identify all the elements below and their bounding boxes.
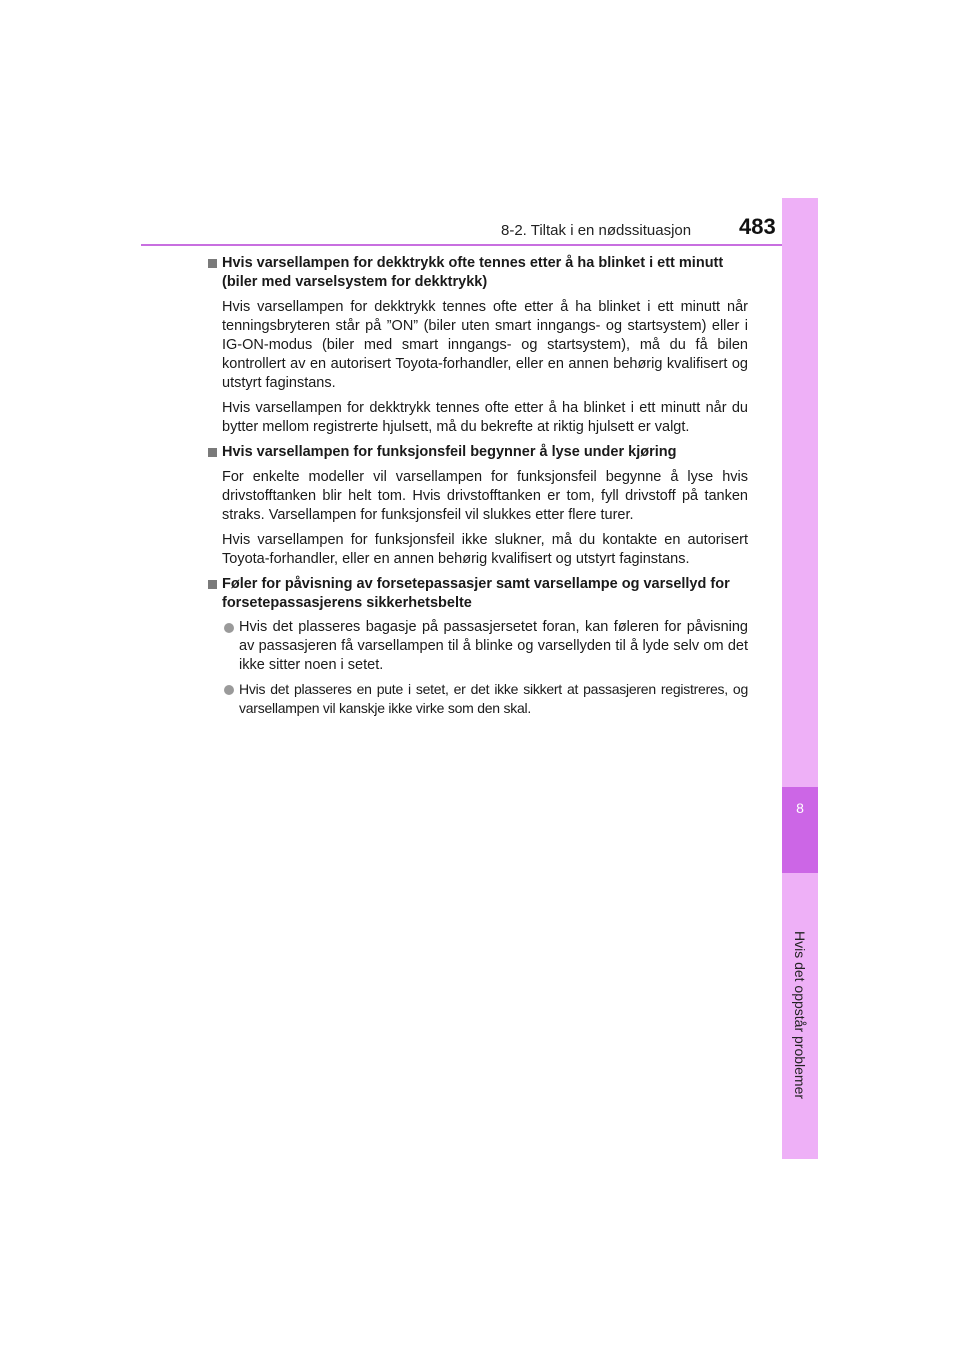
square-bullet-icon bbox=[208, 448, 217, 457]
section-heading-text: Hvis varsellampen for dekktrykk ofte tennes etter å ha blinket i ett minutt (biler med varselsystem for dekktrykk) bbox=[222, 255, 724, 290]
paragraph: Hvis varsellampen for dekktrykk tennes ofte etter å ha blinket i ett minutt når du bytter mellom registrerte hjulsett, må du bekrefte at riktig hjulsett er valgt. bbox=[222, 400, 748, 435]
paragraph: Hvis varsellampen for dekktrykk tennes ofte etter å ha blinket i ett minutt når tenningsbryteren står på ”ON” (biler uten smart inngangs- og startsystem) eller i IG-ON-modus (biler med smart inngangs- og startsystem), må du få bilen kontrollert av en autorisert Toyota-forhandler, eller en annen behørig kvalifisert og utstyrt faginstans. bbox=[222, 299, 748, 391]
square-bullet-icon bbox=[208, 259, 217, 268]
section-heading-text: Hvis varsellampen for funksjonsfeil begynner å lyse under kjøring bbox=[222, 444, 677, 460]
square-bullet-icon bbox=[208, 580, 217, 589]
section-heading bbox=[205, 254, 748, 292]
list-item bbox=[205, 680, 748, 718]
paragraph: Hvis varsellampen for funksjonsfeil ikke slukner, må du kontakte en autorisert Toyota-forhandler, eller en annen behørig kvalifisert og utstyrt faginstans. bbox=[222, 532, 748, 567]
chapter-title: Hvis det oppstår problemer bbox=[792, 930, 808, 1100]
paragraph: For enkelte modeller vil varsellampen for funksjonsfeil begynne å lyse hvis drivstofftanken blir helt tom. Hvis drivstofftanken er tom, fyll drivstoff på tanken straks. Varsellampen for funksjonsfeil vil slukkes etter flere turer. bbox=[222, 469, 748, 523]
list-item-text: Hvis det plasseres bagasje på passasjersetet foran, kan føleren for påvisning av passasjeren få varsellampen til å blinke og varsellyden til å lyde selv om det ikke sitter noen i setet. bbox=[239, 619, 748, 673]
circle-bullet-icon bbox=[224, 623, 234, 633]
page-number: 483 bbox=[739, 214, 776, 239]
section-heading bbox=[205, 575, 748, 613]
list-item-text: Hvis det plasseres en pute i setet, er det ikke sikkert at passasjeren registreres, og varsellampen vil kanskje ikke virke som den skal. bbox=[239, 681, 748, 716]
list-item bbox=[205, 618, 748, 675]
page-content bbox=[205, 250, 748, 718]
section-heading-text: Føler for påvisning av forsetepassasjer samt varsellampe og varsellyd for forsetepassasjerens sikkerhetsbelte bbox=[222, 576, 730, 611]
chapter-number: 8 bbox=[796, 800, 804, 816]
running-header-section: 8-2. Tiltak i en nødssituasjon bbox=[501, 222, 692, 239]
header-divider bbox=[141, 244, 818, 246]
section-heading bbox=[205, 443, 748, 462]
circle-bullet-icon bbox=[224, 685, 234, 695]
